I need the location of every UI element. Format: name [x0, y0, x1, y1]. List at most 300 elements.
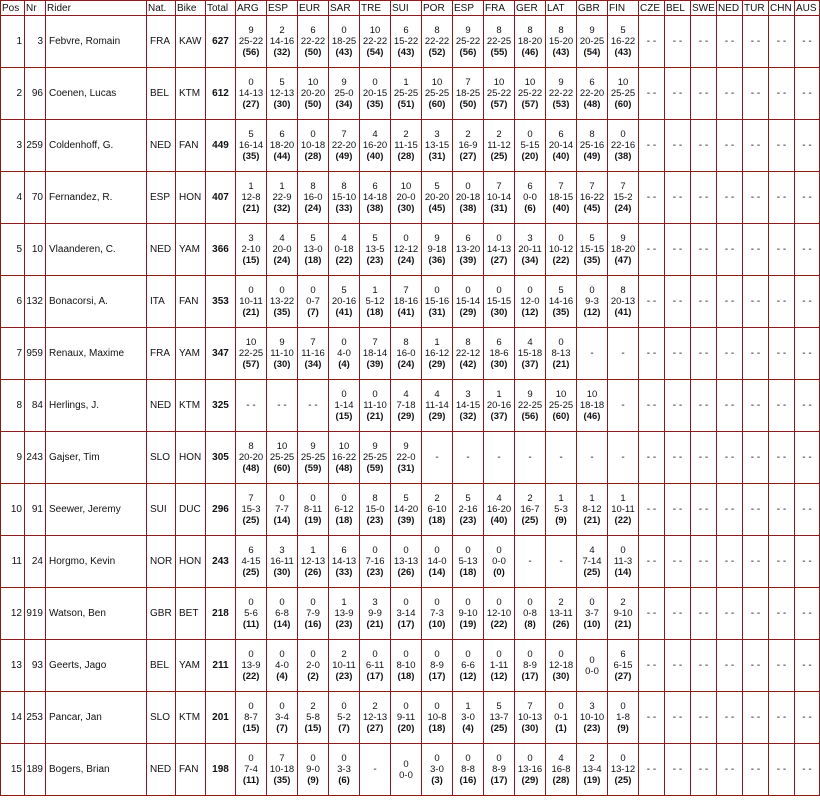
- race-result-cell: [236, 68, 267, 120]
- race-result-cell: [515, 692, 546, 744]
- race-result-cell: [691, 16, 717, 68]
- no-result: - -: [646, 192, 657, 203]
- race-result-cell: [743, 224, 769, 276]
- column-header[interactable]: ARG: [236, 1, 267, 16]
- race-result-cell: [329, 172, 360, 224]
- race-result-cell: [639, 588, 665, 640]
- race-heats: 13-16: [517, 764, 543, 775]
- race-points: (30): [273, 359, 291, 370]
- race-points: (25): [521, 515, 539, 526]
- position-cell: 4: [1, 172, 25, 224]
- race-bonus: 1: [372, 285, 378, 296]
- race-points: (18): [366, 307, 384, 318]
- total-points-cell: 366: [206, 224, 236, 276]
- race-result-cell: [360, 328, 391, 380]
- race-heats: 20-18: [455, 192, 481, 203]
- race-points: (41): [614, 307, 632, 318]
- no-result: - -: [724, 712, 735, 723]
- race-result-cell: [577, 224, 608, 276]
- race-result-cell: [795, 484, 820, 536]
- race-bonus: 6: [527, 181, 533, 192]
- race-bonus: 4: [403, 389, 409, 400]
- race-bonus: 10: [338, 441, 350, 452]
- column-header[interactable]: BEL: [665, 1, 691, 16]
- table-row[interactable]: [1, 484, 820, 536]
- race-bonus: 9: [465, 25, 471, 36]
- race-points: (7): [338, 723, 350, 734]
- race-bonus: 7: [341, 129, 347, 140]
- bike-cell: BET: [176, 588, 206, 640]
- race-result-cell: [717, 744, 743, 796]
- column-header[interactable]: LAT: [546, 1, 577, 16]
- race-bonus: 7: [620, 181, 626, 192]
- table-row[interactable]: [1, 68, 820, 120]
- no-result: - -: [646, 88, 657, 99]
- no-result: - -: [646, 348, 657, 359]
- bike-cell: HON: [176, 172, 206, 224]
- race-result-cell: [691, 744, 717, 796]
- race-bonus: 1: [248, 181, 254, 192]
- race-bonus: 5: [341, 285, 347, 296]
- race-result-cell: [639, 484, 665, 536]
- race-bonus: 0: [403, 758, 409, 770]
- column-header[interactable]: POR: [422, 1, 453, 16]
- race-result-cell: [608, 16, 639, 68]
- rider-name-cell[interactable]: Seewer, Jeremy: [46, 484, 147, 536]
- rider-name-cell[interactable]: Renaux, Maxime: [46, 328, 147, 380]
- race-result-cell: [577, 692, 608, 744]
- race-bonus: 9: [403, 441, 409, 452]
- rider-name-cell[interactable]: Bonacorsi, A.: [46, 276, 147, 328]
- race-bonus: 9: [558, 77, 564, 88]
- race-bonus: 6: [372, 181, 378, 192]
- race-result-cell: [691, 692, 717, 744]
- rider-number-cell: 91: [25, 484, 46, 536]
- column-header[interactable]: Bike: [176, 1, 206, 16]
- race-result-cell: [360, 432, 391, 484]
- column-header[interactable]: Nr: [25, 1, 46, 16]
- column-header[interactable]: FRA: [484, 1, 515, 16]
- rider-name-cell[interactable]: Gajser, Tim: [46, 432, 147, 484]
- race-bonus: 0: [527, 649, 533, 660]
- race-heats: 8-7: [244, 712, 258, 723]
- race-bonus: 0: [310, 285, 316, 296]
- race-result-cell: [267, 172, 298, 224]
- race-result-cell: [453, 276, 484, 328]
- race-heats: 15-15: [486, 296, 512, 307]
- race-points: (17): [428, 671, 446, 682]
- rider-name-cell[interactable]: Vlaanderen, C.: [46, 224, 147, 276]
- race-result-cell: [743, 16, 769, 68]
- race-heats: 9-10: [613, 608, 633, 619]
- race-result-cell: [546, 16, 577, 68]
- race-bonus: 4: [496, 493, 502, 504]
- no-result: - -: [672, 712, 683, 723]
- race-result-cell: [795, 120, 820, 172]
- race-result-cell: [453, 640, 484, 692]
- race-heats: 25-0: [334, 88, 354, 99]
- race-points: (43): [335, 47, 353, 58]
- race-result-cell: [795, 744, 820, 796]
- rider-name-cell[interactable]: Geerts, Jago: [46, 640, 147, 692]
- no-result: -: [497, 452, 501, 463]
- rider-name-cell[interactable]: Febvre, Romain: [46, 16, 147, 68]
- race-points: (53): [552, 99, 570, 110]
- table-row[interactable]: [1, 588, 820, 640]
- race-heats: 20-25: [579, 36, 605, 47]
- race-points: (25): [242, 567, 260, 578]
- race-points: (33): [335, 567, 353, 578]
- race-bonus: 0: [496, 285, 502, 296]
- race-heats: 6-6: [461, 660, 475, 671]
- column-header[interactable]: GBR: [577, 1, 608, 16]
- race-points: (18): [428, 515, 446, 526]
- race-result-cell: [577, 120, 608, 172]
- race-bonus: 0: [465, 285, 471, 296]
- race-result-cell: [665, 328, 691, 380]
- race-heats: 13-15: [424, 140, 450, 151]
- no-result: - -: [776, 36, 787, 47]
- table-row[interactable]: [1, 536, 820, 588]
- rider-number-cell: 959: [25, 328, 46, 380]
- no-result: -: [435, 452, 439, 463]
- race-points: (17): [397, 619, 415, 630]
- no-result: - -: [724, 452, 735, 463]
- column-header[interactable]: ESP: [453, 1, 484, 16]
- race-heats: 12-13: [362, 712, 388, 723]
- race-heats: 25-25: [300, 452, 326, 463]
- no-result: - -: [646, 764, 657, 775]
- race-bonus: 3: [434, 129, 440, 140]
- table-row[interactable]: [1, 432, 820, 484]
- race-bonus: 0: [403, 233, 409, 244]
- race-points: (40): [552, 203, 570, 214]
- race-points: (15): [304, 723, 322, 734]
- column-header[interactable]: Pos: [1, 1, 25, 16]
- race-bonus: 5: [465, 493, 471, 504]
- race-heats: 25-25: [424, 88, 450, 99]
- race-bonus: 0: [248, 77, 254, 88]
- race-points: (34): [335, 99, 353, 110]
- rider-number-cell: 253: [25, 692, 46, 744]
- race-bonus: 0: [527, 129, 533, 140]
- rider-name-cell[interactable]: Horgmo, Kevin: [46, 536, 147, 588]
- race-heats: 20-0: [272, 244, 292, 255]
- table-row[interactable]: [1, 16, 820, 68]
- race-bonus: 7: [558, 181, 564, 192]
- race-points: (21): [242, 203, 260, 214]
- race-result-cell: [717, 588, 743, 640]
- race-result-cell: [484, 16, 515, 68]
- race-result-cell: [360, 588, 391, 640]
- race-heats: 11-12: [487, 140, 511, 151]
- race-heats: 18-20: [269, 140, 295, 151]
- race-result-cell: [329, 744, 360, 796]
- race-heats: 9-3: [585, 296, 599, 307]
- race-points: (56): [459, 47, 477, 58]
- race-result-cell: [608, 120, 639, 172]
- race-heats: 22-25: [517, 400, 543, 411]
- race-points: (21): [366, 411, 384, 422]
- race-result-cell: [639, 692, 665, 744]
- race-result-cell: [608, 484, 639, 536]
- race-result-cell: [391, 224, 422, 276]
- race-points: (36): [428, 255, 446, 266]
- no-result: - -: [646, 504, 657, 515]
- race-result-cell: [360, 640, 391, 692]
- table-row[interactable]: [1, 120, 820, 172]
- column-header[interactable]: GER: [515, 1, 546, 16]
- no-result: - -: [724, 296, 735, 307]
- race-bonus: 9: [310, 441, 316, 452]
- rider-name-cell[interactable]: Pancar, Jan: [46, 692, 147, 744]
- race-heats: 25-25: [269, 452, 295, 463]
- race-bonus: 7: [589, 181, 595, 192]
- race-result-cell: [769, 744, 795, 796]
- total-points-cell: 218: [206, 588, 236, 640]
- rider-number-cell: 189: [25, 744, 46, 796]
- race-bonus: 6: [558, 129, 564, 140]
- race-bonus: 7: [496, 181, 502, 192]
- race-points: (2): [307, 671, 319, 682]
- race-points: (9): [555, 515, 567, 526]
- rider-name-cell[interactable]: Bogers, Brian: [46, 744, 147, 796]
- column-header[interactable]: Nat.: [147, 1, 176, 16]
- race-result-cell: [267, 484, 298, 536]
- race-bonus: 5: [248, 129, 254, 140]
- race-result-cell: [546, 484, 577, 536]
- race-points: (35): [273, 775, 291, 786]
- race-bonus: 2: [403, 129, 409, 140]
- table-row[interactable]: [1, 224, 820, 276]
- race-result-cell: [360, 68, 391, 120]
- race-points: (23): [366, 567, 384, 578]
- no-result: - -: [776, 88, 787, 99]
- table-row[interactable]: [1, 640, 820, 692]
- rider-name-cell[interactable]: Coenen, Lucas: [46, 68, 147, 120]
- column-header[interactable]: Rider: [46, 1, 147, 16]
- nationality-cell: NED: [147, 380, 176, 432]
- rider-name-cell[interactable]: Coldenhoff, G.: [46, 120, 147, 172]
- column-header[interactable]: TRE: [360, 1, 391, 16]
- rider-number-cell: 24: [25, 536, 46, 588]
- race-heats: 20-20: [424, 192, 450, 203]
- race-heats: 16-20: [362, 140, 388, 151]
- no-result: - -: [750, 348, 761, 359]
- column-header[interactable]: NED: [717, 1, 743, 16]
- race-heats: 0-0: [523, 192, 537, 203]
- race-points: (6): [524, 203, 536, 214]
- race-result-cell: [717, 276, 743, 328]
- bike-cell: HON: [176, 432, 206, 484]
- race-bonus: 9: [434, 233, 440, 244]
- no-result: - -: [750, 608, 761, 619]
- rider-number-cell: 93: [25, 640, 46, 692]
- race-points: (4): [276, 671, 288, 682]
- race-bonus: 0: [527, 285, 533, 296]
- race-result-cell: [639, 224, 665, 276]
- race-result-cell: [577, 588, 608, 640]
- race-result-cell: [717, 224, 743, 276]
- bike-cell: HON: [176, 536, 206, 588]
- race-heats: 3-14: [396, 608, 416, 619]
- race-result-cell: [422, 432, 453, 484]
- race-result-cell: [391, 120, 422, 172]
- race-heats: 9-18: [427, 244, 447, 255]
- race-bonus: 1: [279, 181, 285, 192]
- race-heats: 3-0: [430, 764, 444, 775]
- race-bonus: 0: [434, 285, 440, 296]
- race-result-cell: [665, 692, 691, 744]
- no-result: - -: [724, 244, 735, 255]
- column-header[interactable]: SWE: [692, 2, 715, 14]
- race-points: (31): [428, 151, 446, 162]
- race-result-cell: [795, 432, 820, 484]
- race-result-cell: [665, 536, 691, 588]
- race-result-cell: [717, 380, 743, 432]
- table-row[interactable]: [1, 328, 820, 380]
- race-result-cell: [298, 276, 329, 328]
- race-bonus: 5: [310, 233, 316, 244]
- race-result-cell: [769, 276, 795, 328]
- column-header[interactable]: EUR: [298, 1, 329, 16]
- race-bonus: 0: [403, 597, 409, 608]
- race-result-cell: [608, 380, 639, 432]
- column-header[interactable]: SUI: [391, 1, 422, 16]
- no-result: - -: [724, 88, 735, 99]
- no-result: - -: [724, 556, 735, 567]
- race-result-cell: [391, 172, 422, 224]
- race-bonus: 6: [403, 25, 409, 36]
- table-row[interactable]: [1, 380, 820, 432]
- race-bonus: 8: [248, 441, 254, 452]
- bike-cell: KAW: [176, 16, 206, 68]
- race-heats: 14-13: [331, 556, 357, 567]
- race-result-cell: [665, 484, 691, 536]
- race-result-cell: [515, 68, 546, 120]
- race-result-cell: [267, 380, 298, 432]
- race-result-cell: [769, 432, 795, 484]
- total-points-cell: 407: [206, 172, 236, 224]
- race-result-cell: [453, 588, 484, 640]
- race-heats: 15-16: [424, 296, 450, 307]
- race-points: (7): [276, 723, 288, 734]
- race-result-cell: [298, 172, 329, 224]
- no-result: - -: [724, 192, 735, 203]
- race-points: (38): [366, 203, 384, 214]
- table-row[interactable]: [1, 744, 820, 796]
- race-points: (60): [273, 463, 291, 474]
- race-result-cell: [639, 16, 665, 68]
- race-points: (34): [304, 359, 322, 370]
- race-result-cell: [515, 276, 546, 328]
- race-heats: 22-20: [579, 88, 605, 99]
- race-bonus: 0: [558, 337, 564, 348]
- rider-name-cell[interactable]: Watson, Ben: [46, 588, 147, 640]
- race-result-cell: [743, 120, 769, 172]
- no-result: - -: [672, 192, 683, 203]
- table-row[interactable]: [1, 692, 820, 744]
- race-result-cell: [360, 172, 391, 224]
- no-result: - -: [277, 400, 287, 411]
- race-heats: 9-9: [368, 608, 382, 619]
- race-heats: 13-7: [489, 712, 509, 723]
- no-result: - -: [750, 660, 761, 671]
- race-heats: 20-16: [331, 296, 357, 307]
- race-heats: 16-0: [396, 348, 416, 359]
- nationality-cell: FRA: [147, 16, 176, 68]
- race-bonus: 0: [310, 129, 316, 140]
- race-bonus: 7: [403, 285, 409, 296]
- race-points: (17): [521, 671, 539, 682]
- race-points: (45): [583, 203, 601, 214]
- race-heats: 16-14: [238, 140, 264, 151]
- race-bonus: 9: [589, 25, 595, 36]
- race-bonus: 8: [558, 25, 564, 36]
- race-points: (25): [614, 775, 632, 786]
- column-header[interactable]: CZE: [639, 1, 665, 16]
- race-heats: 10-13: [517, 712, 543, 723]
- race-heats: 10-18: [300, 140, 326, 151]
- race-result-cell: [743, 432, 769, 484]
- race-points: (46): [521, 47, 539, 58]
- rider-name-cell[interactable]: Herlings, J.: [46, 380, 147, 432]
- column-header[interactable]: FIN: [608, 1, 639, 16]
- race-points: (12): [490, 671, 508, 682]
- race-points: (19): [583, 775, 601, 786]
- race-result-cell: [236, 640, 267, 692]
- race-points: (43): [552, 47, 570, 58]
- position-cell: 6: [1, 276, 25, 328]
- race-points: (38): [614, 151, 632, 162]
- race-bonus: 6: [589, 77, 595, 88]
- rider-name-cell[interactable]: Fernandez, R.: [46, 172, 147, 224]
- column-header[interactable]: AUS: [795, 1, 820, 16]
- race-result-cell: [329, 640, 360, 692]
- race-result-cell: [298, 536, 329, 588]
- no-result: - -: [646, 712, 657, 723]
- race-result-cell: [665, 640, 691, 692]
- race-bonus: 7: [310, 337, 316, 348]
- race-result-cell: [795, 640, 820, 692]
- race-points: (60): [614, 99, 632, 110]
- table-row[interactable]: [1, 276, 820, 328]
- total-points-cell: 211: [206, 640, 236, 692]
- race-result-cell: [267, 536, 298, 588]
- race-bonus: 0: [620, 129, 626, 140]
- race-bonus: 0: [372, 649, 378, 660]
- column-header[interactable]: TUR: [743, 1, 769, 16]
- race-heats: 18-18: [579, 400, 605, 411]
- column-header[interactable]: ESP: [267, 1, 298, 16]
- race-bonus: 1: [310, 545, 316, 556]
- table-row[interactable]: [1, 172, 820, 224]
- column-header[interactable]: Total: [206, 1, 236, 16]
- race-points: (12): [583, 307, 601, 318]
- column-header[interactable]: CHN: [769, 1, 795, 16]
- race-heats: 11-14: [425, 400, 449, 411]
- race-points: (31): [428, 307, 446, 318]
- no-result: - -: [802, 244, 812, 255]
- race-result-cell: [236, 120, 267, 172]
- column-header[interactable]: SAR: [329, 1, 360, 16]
- bike-cell: FAN: [176, 744, 206, 796]
- race-points: (29): [428, 359, 446, 370]
- race-heats: 20-14: [548, 140, 574, 151]
- race-result-cell: [717, 120, 743, 172]
- race-heats: 7-7: [275, 504, 289, 515]
- race-points: (40): [552, 151, 570, 162]
